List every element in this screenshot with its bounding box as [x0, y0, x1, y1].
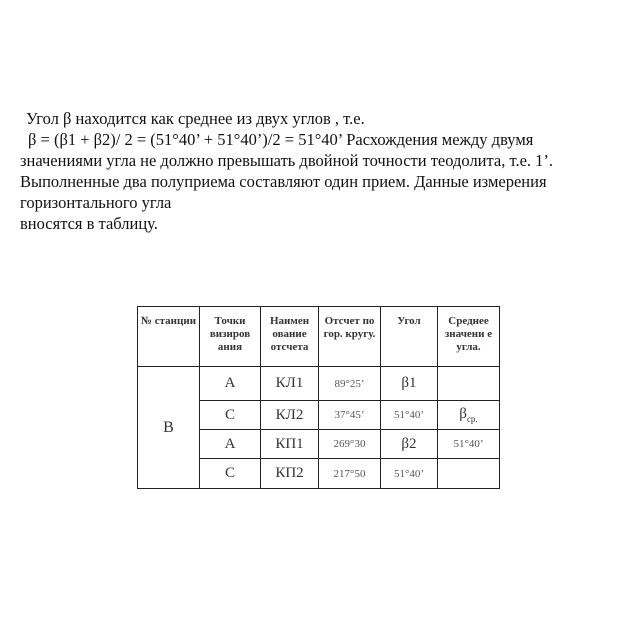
mean-beta-symbol: β — [459, 406, 467, 422]
text-line-2: β = (β1 + β2)/ 2 = (51°40’ + 51°40’)/2 = 51°40’ Расхождения между двумя — [28, 130, 534, 149]
text-line-3: значениями угла не должно превышать двойной точности теодолита, т.е. 1’. — [20, 151, 554, 170]
mark-cell: КП1 — [261, 430, 319, 459]
point-cell: C — [200, 459, 261, 489]
header-mark-name: Наимен ование отсчета — [261, 307, 319, 367]
mean-cell: 51°40’ — [438, 430, 500, 459]
header-points: Точки визиров ания — [200, 307, 261, 367]
point-cell: C — [200, 401, 261, 430]
text-line-1: Угол β находится как среднее из двух углов , т.е. — [26, 109, 365, 128]
measurement-table — [137, 306, 500, 489]
text-line-4: Выполненные два полуприема составляют один прием. Данные измерения — [20, 172, 547, 191]
angle-cell: β1 — [381, 367, 438, 401]
point-cell: A — [200, 367, 261, 401]
reading-cell: 217°50 — [319, 459, 381, 489]
mark-cell: КЛ2 — [261, 401, 319, 430]
reading-cell: 89°25’ — [319, 367, 381, 401]
mean-cell — [438, 459, 500, 489]
mean-cell — [438, 367, 500, 401]
angle-cell: 51°40’ — [381, 459, 438, 489]
mean-beta-subscript: ср. — [466, 414, 478, 424]
mark-cell: КЛ1 — [261, 367, 319, 401]
angle-cell: β2 — [381, 430, 438, 459]
mark-cell: КП2 — [261, 459, 319, 489]
point-cell: A — [200, 430, 261, 459]
text-line-5: горизонтального угла — [20, 193, 172, 212]
mean-beta-cell — [438, 401, 500, 430]
angle-cell: 51°40’ — [381, 401, 438, 430]
table-row — [138, 367, 500, 401]
header-row — [138, 307, 500, 367]
header-mean-angle: Среднее значени е угла. — [438, 307, 500, 367]
instruction-paragraph — [20, 108, 620, 234]
header-station: № станции — [138, 307, 200, 367]
text-line-6: вносятся в таблицу. — [20, 214, 158, 233]
header-angle: Угол — [381, 307, 438, 367]
header-reading: Отсчет по гор. кругу. — [319, 307, 381, 367]
reading-cell: 37°45’ — [319, 401, 381, 430]
reading-cell: 269°30 — [319, 430, 381, 459]
station-cell: B — [138, 367, 200, 489]
